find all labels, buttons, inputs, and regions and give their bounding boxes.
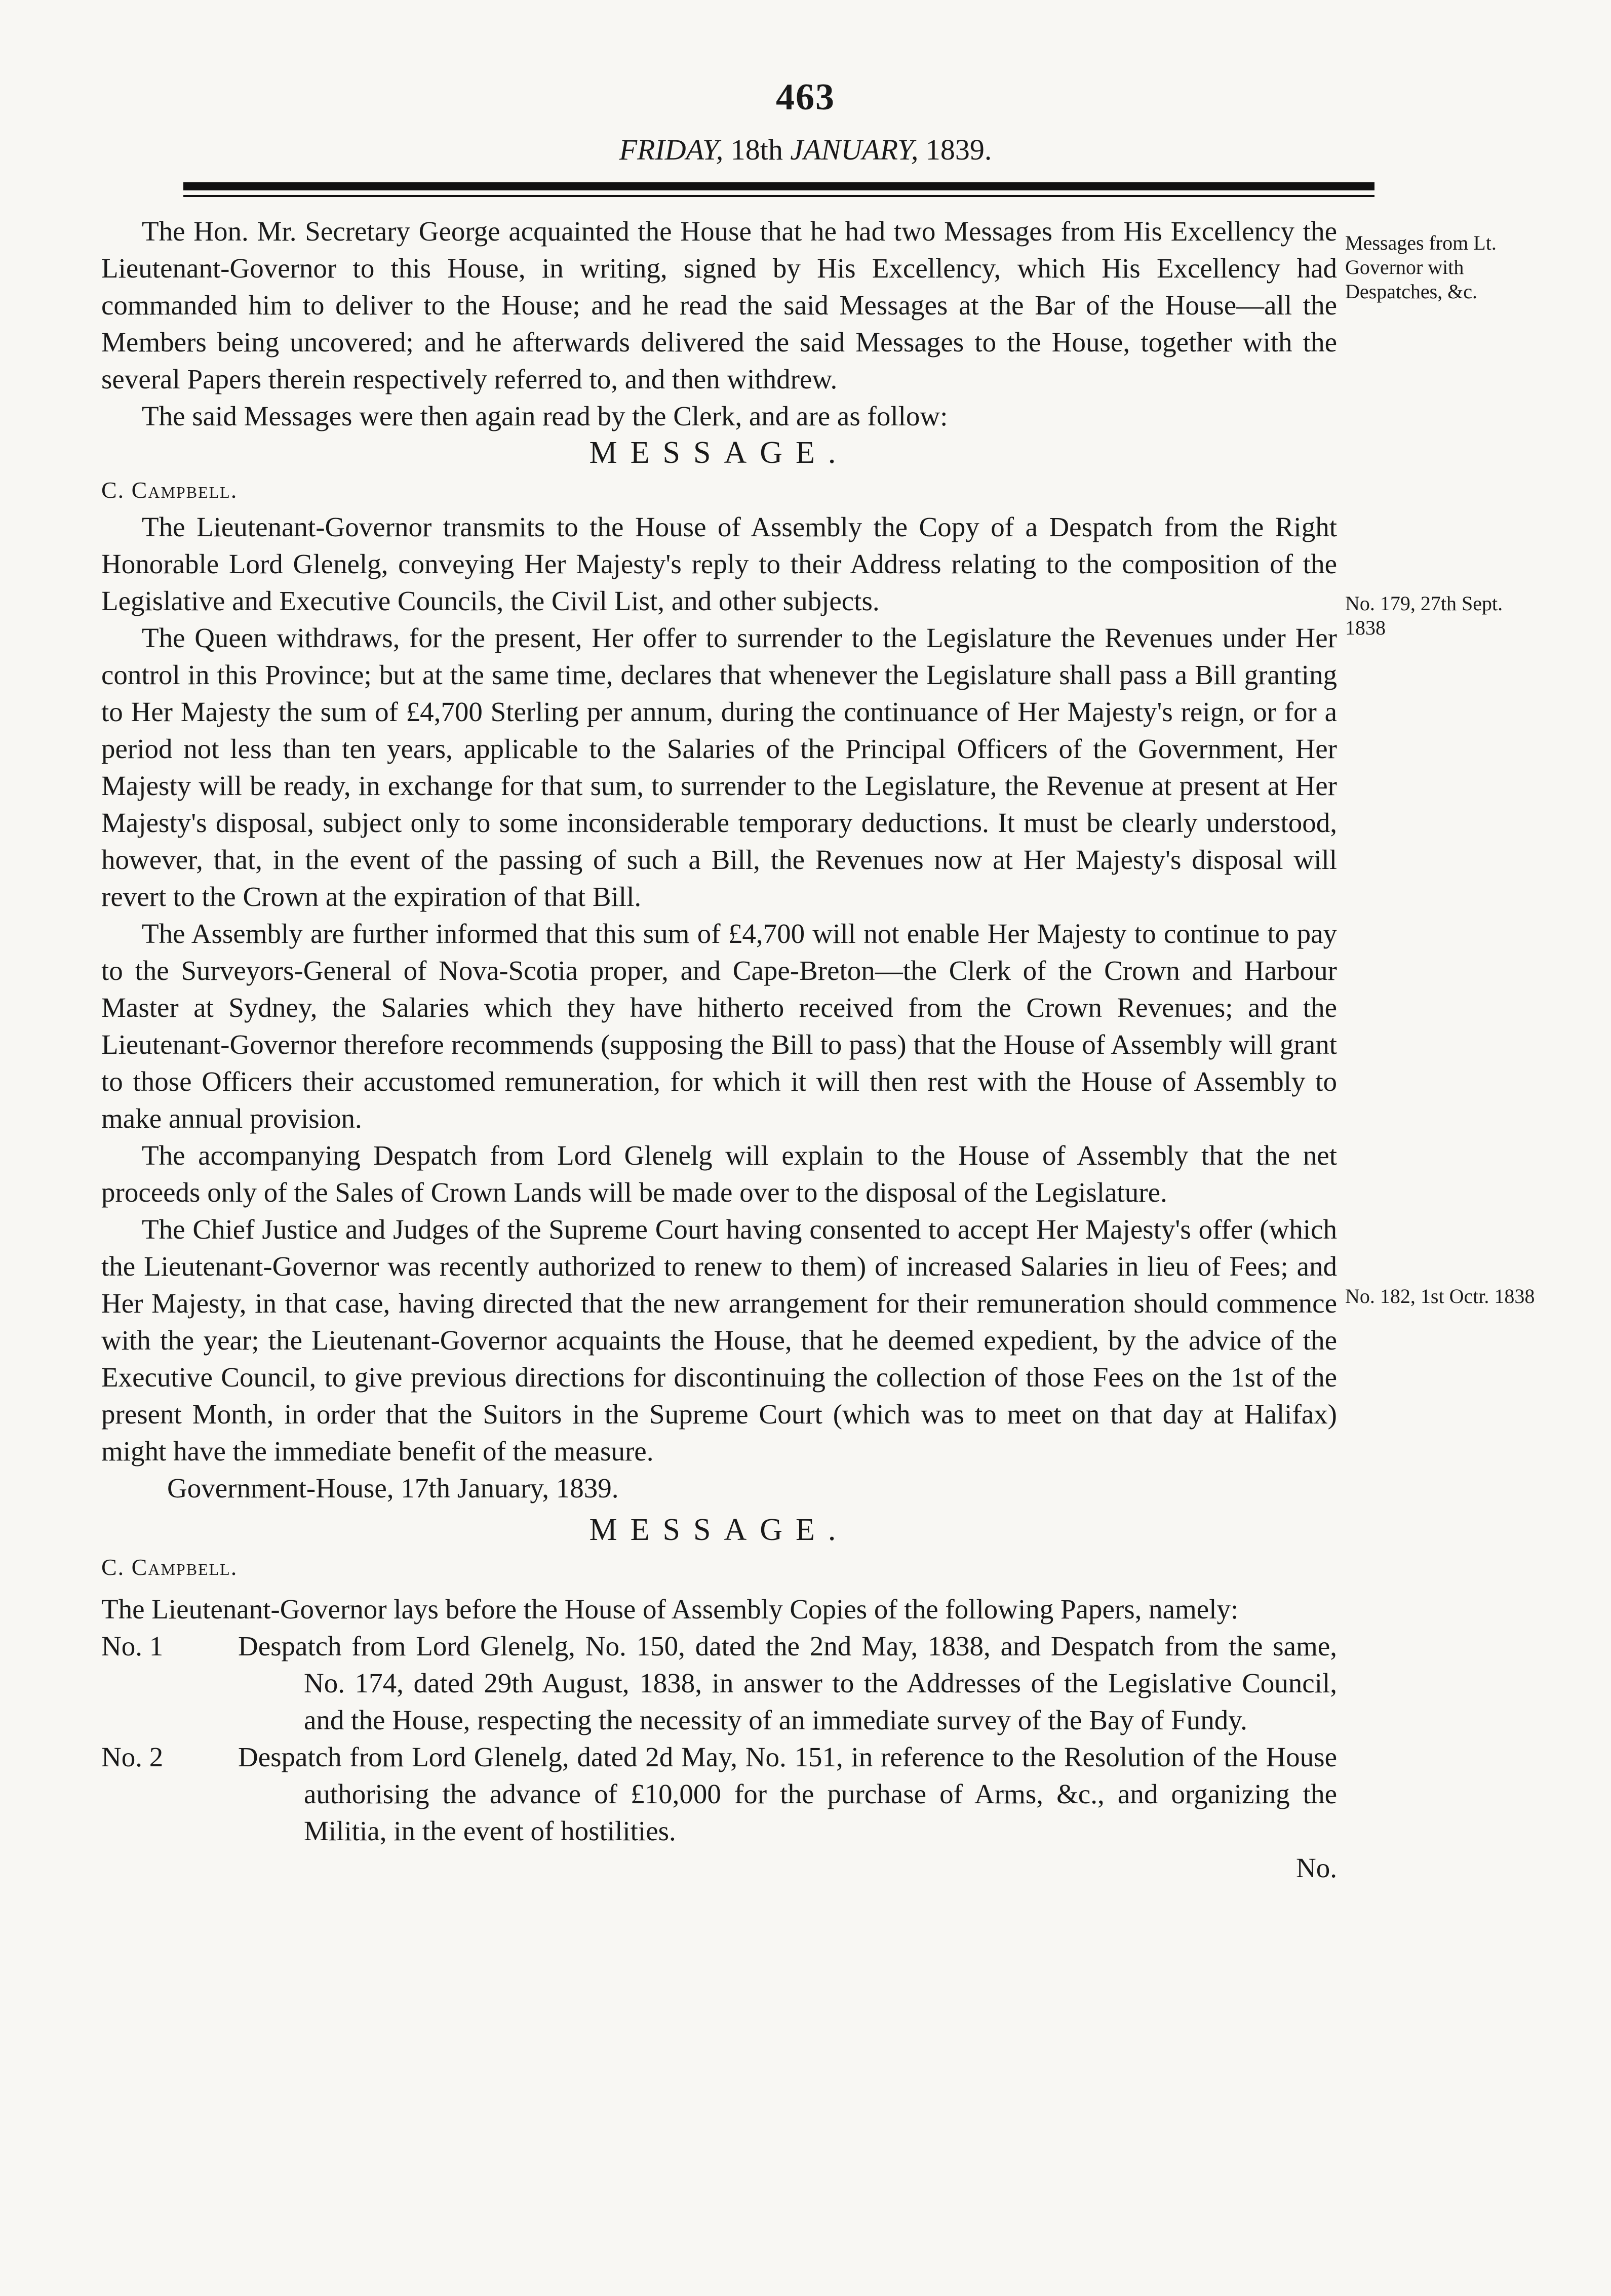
message-1-paragraph: The Queen withdraws, for the present, Her offer to surrender to the Legislature the Revenues under Her control in this Province; but at the same time, declares that whenever the Legislature shall pass a Bill granting to Her Majesty the sum of £4,700 Sterling per annum, during the continuance of Her Majesty's reign, or for a period not less than ten years, applicable to the Salaries of the Principal Officers of the Government, Her Majesty will be ready, in exchange for that sum, to surrender to the Legislature, the Revenue at present at Her Majesty's disposal, subject only to some inconsiderable temporary deductions. It must be clearly understood, however, that, in the event of the passing of such a Bill, the Revenues now at Her Majesty's disposal will revert to the Crown at the expiration of that Bill.: [101, 622, 1337, 912]
page-number: 463: [776, 76, 835, 118]
date-year: 1839.: [925, 133, 992, 166]
date-day: 18th: [730, 133, 783, 166]
message-2-signature: C. Campbell.: [101, 1554, 238, 1580]
message-1-paragraph: The Chief Justice and Judges of the Supreme Court having consented to accept Her Majesty's offer (which the Lieutenant-Governor was recently authorized to renew to them) of increased Salaries in lieu of Fees; and Her Majesty, in that case, having directed that the new arrangement for their remuneration should commence with the year; the Lieutenant-Governor acquaints the House, that he deemed expedient, by the advice of the Executive Council, to give previous directions for discontinuing the collection of those Fees on the 1st of the present Month, in order that the Suitors in the Supreme Court (which was to meet on that day at Halifax) might have the immediate benefit of the measure.: [101, 1214, 1337, 1467]
margin-note-despatch-179: No. 179, 27th Sept. 1838: [1345, 592, 1503, 639]
message-1-heading: MESSAGE.: [589, 436, 849, 470]
paper-item-text: Despatch from Lord Glenelg, dated 2d May, No. 151, in reference to the Resolution of the House authorising the advance of £10,000 for the purchase of Arms, &c., and organizing the Militia, in the event of hostilities.: [238, 1741, 1337, 1846]
header-rule-thin: [183, 195, 1374, 197]
message-2-intro: The Lieutenant-Governor lays before the House of Assembly Copies of the following Papers, namely:: [101, 1594, 1239, 1625]
paper-item-number: No. 1: [101, 1631, 164, 1661]
paper-item-number: No. 2: [101, 1741, 164, 1772]
date-month: JANUARY,: [790, 133, 919, 166]
paper-item: [101, 1628, 1337, 1738]
date-day-of-week: FRIDAY,: [619, 133, 724, 166]
message-1-paragraph: The Lieutenant-Governor transmits to the House of Assembly the Copy of a Despatch from the Right Honorable Lord Glenelg, conveying Her Majesty's reply to their Address relating to the composition of the Legislative and Executive Councils, the Civil List, and other subjects.: [101, 511, 1337, 616]
message-1-paragraph: The accompanying Despatch from Lord Glenelg will explain to the House of Assembly that the net proceeds only of the Sales of Crown Lands will be made over to the disposal of the Legislature.: [101, 1140, 1337, 1208]
main-text: [101, 213, 1337, 1886]
margin-note-messages: Messages from Lt. Governor with Despatches, &c.: [1345, 231, 1497, 303]
catchword: No.: [1296, 1852, 1337, 1883]
message-1-signature: C. Campbell.: [101, 477, 238, 503]
date-line: [0, 133, 1611, 167]
intro-paragraph: The Hon. Mr. Secretary George acquainted the House that he had two Messages from His Excellency the Lieutenant-Governor to this House, in writing, signed by His Excellency, which His Excellency had commanded him to deliver to the House; and he read the said Messages at the Bar of the House—all the Members being uncovered; and he afterwards delivered the said Messages to the House, together with the several Papers therein respectively referred to, and then withdrew.: [101, 216, 1337, 394]
read-paragraph: The said Messages were then again read by the Clerk, and are as follow:: [142, 401, 948, 431]
margin-note-despatch-182: No. 182, 1st Octr. 1838: [1345, 1285, 1535, 1308]
paper-item-text: Despatch from Lord Glenelg, No. 150, dated the 2nd May, 1838, and Despatch from the same, No. 174, dated 29th August, 1838, in answer to the Addresses of the Legislative Council, and the House, respecting the necessity of an immediate survey of the Bay of Fundy.: [238, 1631, 1337, 1735]
message-1-place-date: Government-House, 17th January, 1839.: [167, 1473, 619, 1503]
catchword-line: [101, 1849, 1337, 1886]
message-1-paragraph: The Assembly are further informed that this sum of £4,700 will not enable Her Majesty to continue to pay to the Surveyors-General of Nova-Scotia proper, and Cape-Breton—the Clerk of the Crown and Harbour Master at Sydney, the Salaries which they have hitherto received from the Crown Revenues; and the Lieutenant-Governor therefore recommends (supposing the Bill to pass) that the House of Assembly will grant to those Officers their accustomed remuneration, for which it will then rest with the House of Assembly to make annual provision.: [101, 918, 1337, 1134]
header-rule-thick: [183, 182, 1374, 190]
message-2-heading: MESSAGE.: [589, 1513, 849, 1547]
paper-item: [101, 1738, 1337, 1849]
